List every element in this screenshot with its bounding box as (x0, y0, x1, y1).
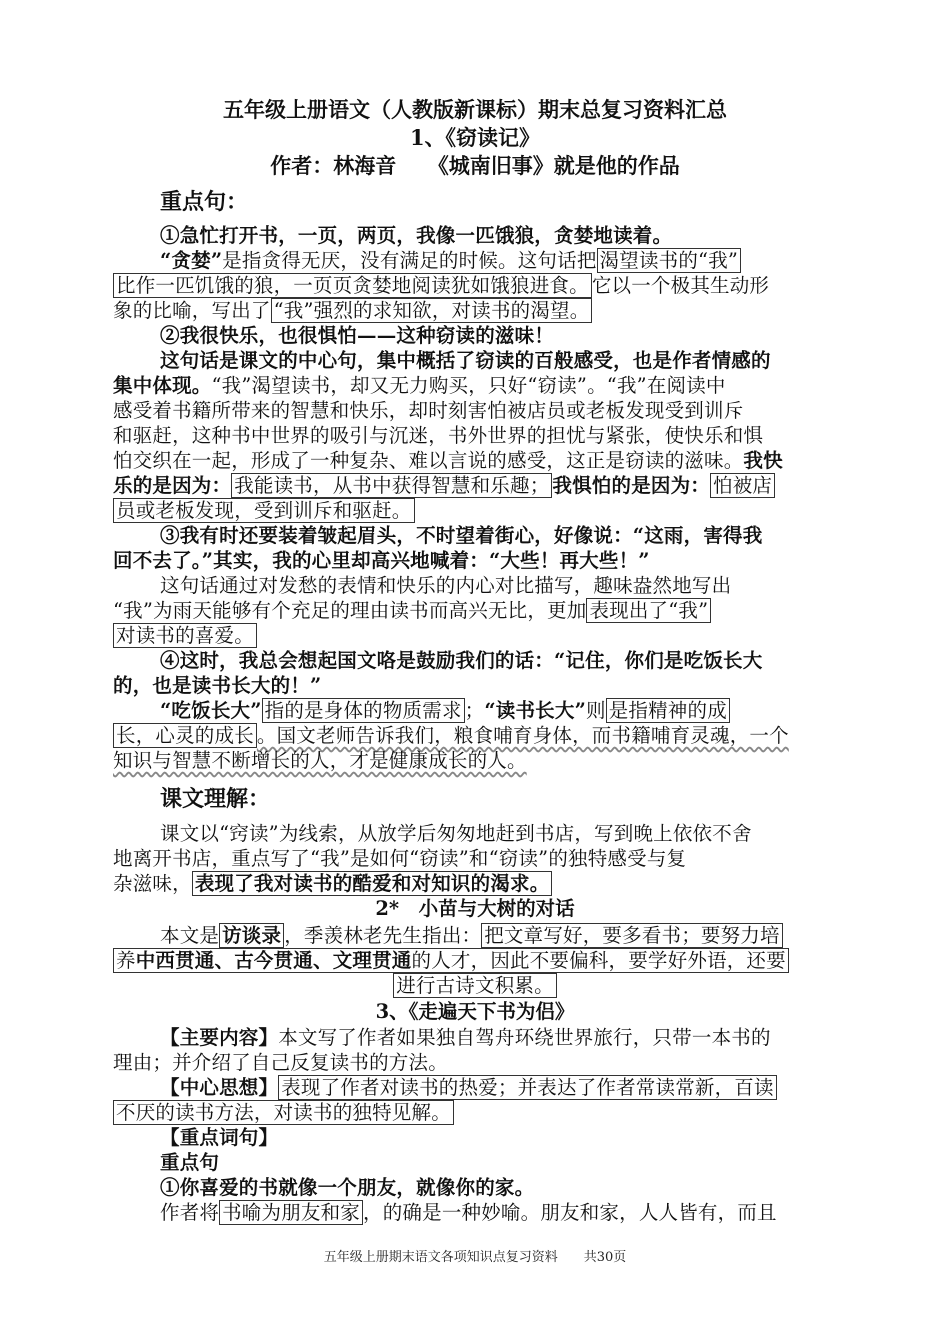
explanation-line: “贪婪”是指贪得无厌，没有满足的时候。这句话把 渴望读书的“我” (160, 248, 837, 273)
lesson3-line: 【中心思想】 表现了作者对读书的热爱；并表达了作者常读常新，百读 (160, 1075, 837, 1100)
understanding-line: 地离开书店，重点写了“我”是如何“窃读”和“窃读”的独特感受与复 (113, 847, 687, 870)
explanation-line: 象的比喻，写出了 “我”强烈的求知欲，对读书的渴望。 (113, 298, 837, 323)
highlight-box: 养中西贯通、古今贯通、文理贯通的人才，因此不要偏科，要学好外语，还要 (113, 948, 789, 973)
key-sentence-4: ④这时，我总会想起国文咯是鼓励我们的话：“记住，你们是吃饭长大 (160, 649, 763, 672)
key-sentence-4-cont: 的，也是读书长大的！” (113, 674, 322, 697)
highlight-box: 进行古诗文积累。 (393, 973, 557, 998)
explanation-line: 和驱赶，这种书中世界的吸引与沉迷，书外世界的担忧与紧张，使快乐和惧 (113, 424, 764, 447)
explanation-line: 乐的是因为： 我能读书，从书中获得智慧和乐趣； 我惧怕的是因为： 怕被店 (113, 473, 837, 498)
explanation-line: 集中体现。“我”渴望读书，却又无力购买，只好“窃读”。“我”在阅读中 (113, 374, 726, 397)
lesson3-line: 【主要内容】本文写了作者如果独自驾舟环绕世界旅行，只带一本书的 (160, 1026, 771, 1049)
highlight-box: 表现出了“我” (586, 598, 711, 623)
lesson1-title: 1、《窃读记》 (409, 125, 541, 150)
explanation-line: 怕交织在一起，形成了一种复杂、难以言说的感受，这正是窃读的滋味。我快 (113, 449, 783, 472)
highlight-box: 不厌的读书方法，对读书的独特见解。 (113, 1100, 454, 1125)
key-sentence-2: ②我很快乐，也很惧怕——这种窃读的滋味！ (160, 324, 555, 347)
lesson2-line (113, 973, 837, 998)
explanation-line (113, 623, 837, 648)
highlight-box: 访谈录 (219, 923, 284, 948)
understanding-line: 课文以“窍读”为线索，从放学后匆匆地赶到书店，写到晚上依依不舍 (160, 822, 752, 845)
highlight-box: 表现了作者对读书的热爱；并表达了作者常读常新，百读 (278, 1075, 777, 1100)
explanation-line: 感受着书籍所带来的智慧和快乐，却时刻害怕被店员或老板发现受到训斥 (113, 399, 744, 422)
key-sentence-3: ③我有时还要装着皱起眉头，不时望着街心，好像说：“这雨，害得我 (160, 524, 763, 547)
lesson3-line: 理由；并介绍了自己反复读书的方法。 (113, 1051, 448, 1074)
highlight-box: 怕被店 (710, 473, 775, 498)
key-sentence-3-cont: 回不去了。”其实，我的心里却高兴地喊着：“大些！再大些！” (113, 549, 650, 572)
lesson3-title: 3、《走遍天下书为侣》 (375, 1000, 575, 1023)
understanding-heading: 课文理解： (160, 786, 271, 812)
lesson2-line: 本文是 访谈录 ，季羡林老先生指出： 把文章写好，要多看书；要努力培 (160, 923, 837, 948)
lesson3-key-sentence-1: ①你喜爱的书就像一个朋友，就像你的家。 (160, 1176, 535, 1199)
key-sentence-1: ①急忙打开书，一页，两页，我像一匹饿狼，贪婪地读着。 (160, 224, 673, 247)
explanation-line: 比作一匹饥饿的狼，一页页贪婪地阅读犹如饿狼进食。 它以一个极其生动形 (113, 273, 837, 298)
highlight-box: 把文章写好，要多看书；要努力培 (481, 923, 783, 948)
highlight-box: 渴望读书的“我” (597, 248, 742, 273)
lesson2-line (113, 948, 837, 973)
lesson3-line (113, 1100, 837, 1125)
highlight-box: 员或老板发现，受到训斥和驱赶。 (113, 498, 415, 523)
understanding-line: 杂滋味， 表现了我对读书的酷爱和对知识的渴求。 (113, 871, 837, 896)
explanation-line (113, 498, 837, 523)
highlight-box: 指的是身体的物质需求 (262, 698, 465, 723)
explanation-line: 这句话是课文的中心句，集中概括了窃读的百般感受，也是作者情感的 (160, 349, 771, 372)
key-sentences-heading: 重点句： (160, 189, 249, 215)
highlight-box: 长，心灵的成长 (113, 723, 257, 748)
lesson3-line: 作者将 书喻为朋友和家 ，的确是一种妙喻。朋友和家，人人皆有，而且 (160, 1201, 777, 1224)
page-footer: 五年级上册期末语文各项知识点复习资料 共30页 (323, 1250, 627, 1265)
highlight-box: 表现了我对读书的酷爱和对知识的渴求。 (192, 871, 553, 896)
lesson2-title: 2* 小苗与大树的对话 (375, 897, 575, 920)
key-sentence-label: 重点句 (160, 1151, 220, 1174)
explanation-line: “我”为雨天能够有个充足的理由读书而高兴无比，更加 表现出了“我” (113, 598, 837, 623)
highlight-box: 对读书的喜爱。 (113, 623, 257, 648)
highlight-box: 书喻为朋友和家 (219, 1200, 363, 1225)
explanation-line: 这句话通过对发愁的表情和快乐的内心对比描写，趣味盎然地写出 (160, 574, 732, 597)
highlight-box: “我”强烈的求知欲，对读书的渴望。 (271, 298, 593, 323)
explanation-line: 长，心灵的成长 。国文老师告诉我们，粮食哺育身体，而书籍哺育灵魂，一个 (113, 723, 837, 748)
explanation-line: “吃饭长大” 指的是身体的物质需求 ；“读书长大”则 是指精神的成 (160, 698, 837, 723)
explanation-line: 知识与智慧不断增长的人，才是健康成长的人。 (113, 749, 527, 772)
highlight-box: 我能读书，从书中获得智慧和乐趣； (231, 473, 552, 498)
lesson1-author: 作者：林海音 《城南旧事》就是他的作品 (270, 153, 680, 178)
key-words-label: 【重点词句】 (160, 1126, 279, 1149)
highlight-box: 比作一匹饥饿的狼，一页页贪婪地阅读犹如饿狼进食。 (113, 273, 592, 298)
document-title: 五年级上册语文（人教版新课标）期末总复习资料汇总 (223, 97, 727, 122)
highlight-box: 是指精神的成 (606, 698, 730, 723)
